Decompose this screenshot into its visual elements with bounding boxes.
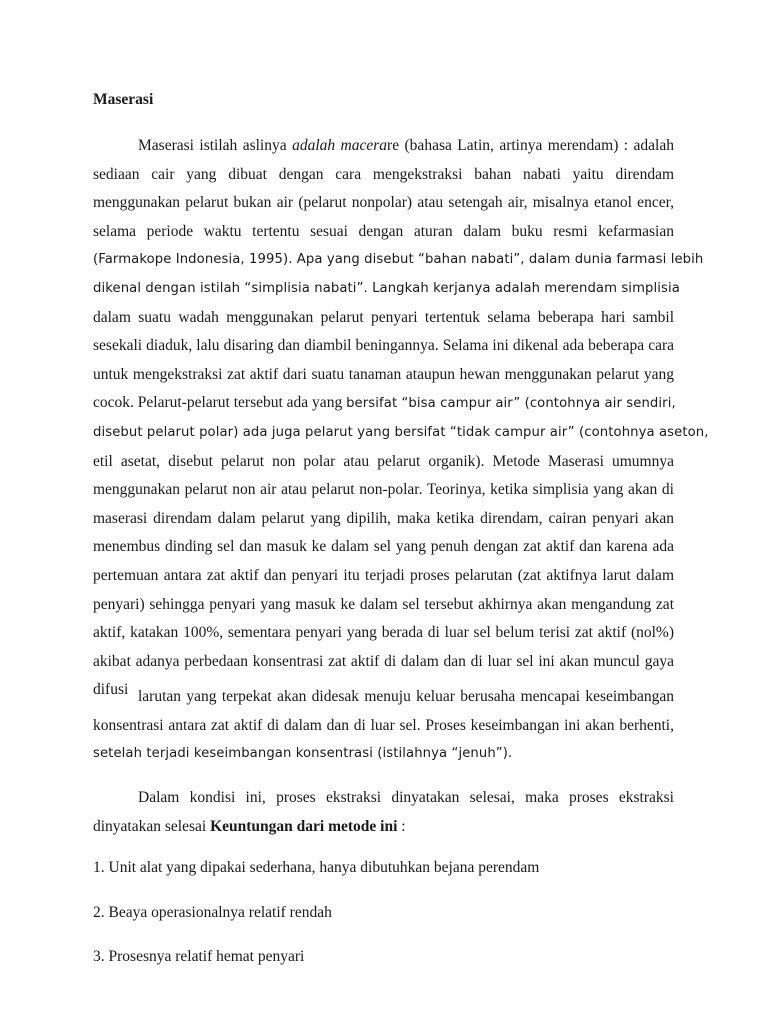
- text-span: re (bahasa Latin, artinya merendam) : adalah: [387, 137, 674, 154]
- text-line: aktif, katakan 100%, sementara penyari yang berada di luar sel belum terisi zat aktif (nol%): [93, 624, 674, 642]
- text-line: dalam suatu wadah menggunakan pelarut penyari tertentuk selama beberapa hari sambil: [93, 308, 674, 326]
- text-line: [93, 132, 674, 161]
- text-line: selama periode waktu tertentu sesuai dengan aturan dalam buku resmi kefarmasian: [93, 222, 674, 240]
- document-heading: Maserasi: [93, 91, 154, 108]
- text-span: Maserasi istilah aslinya: [138, 137, 293, 154]
- text-span: cocok. Pelarut-pelarut tersebut ada yang: [93, 394, 347, 412]
- text-line: maserasi direndam dalam pelarut yang dipilih, maka ketika direndam, cairan penyari akan: [93, 509, 674, 527]
- paragraph-conclusion: [93, 784, 674, 841]
- text-line: pertemuan antara zat aktif dan penyari itu terjadi proses pelarutan (zat aktifnya larut dalam: [93, 566, 674, 584]
- text-line: [93, 813, 674, 842]
- bold-text: Keuntungan dari metode ini: [210, 817, 398, 835]
- text-line: konsentrasi antara zat aktif di dalam dan di luar sel. Proses keseimbangan ini akan berhenti,: [93, 716, 674, 734]
- list-item: 3. Prosesnya relatif hemat penyari: [93, 948, 305, 965]
- text-line: disebut pelarut polar) ada juga pelarut yang bersifat “tidak campur air” (contohnya aseton,: [93, 424, 709, 440]
- text-span: dinyatakan selesai: [93, 817, 211, 835]
- text-line: menggunakan pelarut non air atau pelarut non-polar. Teorinya, ketika simplisia yang akan di: [93, 481, 674, 499]
- list-item: 1. Unit alat yang dipakai sederhana, hanya dibutuhkan bejana perendam: [93, 859, 540, 876]
- paragraph-definition: [93, 132, 709, 705]
- text-line: menembus dinding sel dan masuk ke dalam sel yang penuh dengan zat aktif dan karena ada: [93, 538, 674, 556]
- text-line: etil asetat, disebut pelarut non polar atau pelarut organik). Metode Maserasi umumnya: [93, 452, 674, 470]
- text-line: untuk mengekstraksi zat aktif dari suatu tanaman ataupun hewan menggunakan pelarut yang: [93, 365, 674, 383]
- text-line: sesekali diaduk, lalu disaring dan diambil beningannya. Selama ini dikenal ada beberapa cara: [93, 337, 674, 355]
- text-line: akibat adanya perbedaan konsentrasi zat aktif di dalam dan di luar sel ini akan muncul gaya: [93, 652, 674, 670]
- text-line: dikenal dengan istilah “simplisia nabati”. Langkah kerjanya adalah merendam simplisia: [93, 280, 680, 296]
- text-line: [93, 389, 674, 419]
- text-span: :: [397, 817, 406, 835]
- text-line: larutan yang terpekat akan didesak menuju keluar berusaha mencapai keseimbangan: [138, 688, 674, 705]
- text-line: setelah terjadi keseimbangan konsentrasi (istilahnya “jenuh”).: [93, 746, 513, 762]
- text-line: Dalam kondisi ini, proses ekstraksi dinyatakan selesai, maka proses ekstraksi: [138, 789, 674, 806]
- list-item: 2. Beaya operasionalnya relatif rendah: [93, 904, 332, 921]
- text-line: (Farmakope Indonesia, 1995). Apa yang disebut “bahan nabati”, dalam dunia farmasi lebih: [93, 252, 704, 268]
- text-span: bersifat “bisa campur air” (contohnya air sendiri,: [346, 396, 676, 412]
- italic-text: adalah macera: [292, 137, 388, 154]
- text-line: penyari) sehingga penyari yang masuk ke dalam sel tersebut akhirnya akan mengandung zat: [93, 595, 674, 613]
- text-line: menggunakan pelarut bukan air (pelarut nonpolar) atau setengah air, misalnya etanol encer,: [93, 194, 674, 212]
- text-line: sediaan cair yang dibuat dengan cara mengekstraksi bahan nabati yaitu direndam: [93, 165, 674, 183]
- paragraph-diffusion: [93, 683, 674, 769]
- text-line: difusi: [93, 681, 129, 699]
